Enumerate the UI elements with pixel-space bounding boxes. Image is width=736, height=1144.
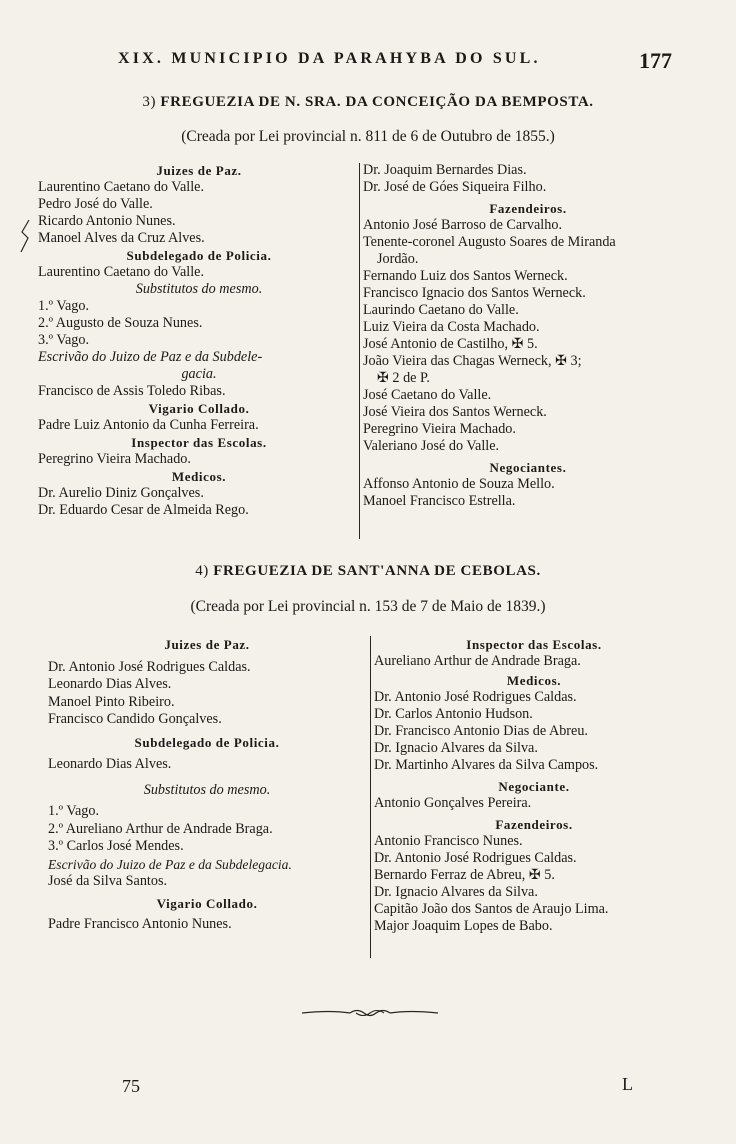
section-4-left-column: [48, 636, 366, 934]
substitutos-heading: Substitutos do mesmo.: [143, 781, 271, 798]
negociante-heading: Negociante.: [498, 779, 570, 794]
substitutos-heading: Substitutos do mesmo.: [135, 281, 263, 297]
list-item: Antonio Gonçalves Pereira.: [374, 795, 532, 811]
list-item: ✠ 2 de P.: [377, 370, 430, 386]
list-item: Tenente-coronel Augusto Soares de Miranda: [363, 234, 616, 250]
list-item: Peregrino Vieira Machado.: [363, 421, 516, 437]
list-item: José Antonio de Castilho, ✠ 5.: [363, 336, 538, 352]
fazendeiros-heading: Fazendeiros.: [489, 201, 567, 216]
list-item: Luiz Vieira da Costa Machado.: [363, 319, 540, 335]
ornament-divider-icon: [300, 1006, 440, 1020]
section-4-right-column: [374, 636, 694, 935]
inspector-heading: Inspector das Escolas.: [466, 637, 602, 652]
list-item: José da Silva Santos.: [48, 873, 168, 889]
subdelegado-heading: Subdelegado de Policia.: [134, 734, 280, 750]
section-3-left-column: [38, 162, 360, 519]
list-item: Dr. Francisco Antonio Dias de Abreu.: [374, 723, 588, 739]
list-item: Leonardo Dias Alves.: [48, 676, 172, 692]
section-4-creation: (Creada por Lei provincial n. 153 de 7 de Maio de 1839.): [190, 598, 546, 615]
fazendeiros-heading: Fazendeiros.: [495, 817, 573, 832]
list-item: Francisco de Assis Toledo Ribas.: [38, 383, 226, 399]
signature-letter: L: [622, 1074, 633, 1094]
list-item: Leonardo Dias Alves.: [48, 756, 172, 772]
running-head: [0, 50, 736, 74]
vigario-heading: Vigario Collado.: [156, 895, 258, 911]
list-item: Dr. Carlos Antonio Hudson.: [374, 706, 533, 722]
list-item: Dr. Eduardo Cesar de Almeida Rego.: [38, 502, 249, 518]
list-item: Aureliano Arthur de Andrade Braga.: [374, 653, 581, 669]
signature-number: 75: [122, 1076, 140, 1096]
escrivao-heading-cont: gacia.: [181, 366, 217, 382]
list-item: Laurentino Caetano do Valle.: [38, 179, 204, 195]
list-item: Affonso Antonio de Souza Mello.: [363, 476, 555, 492]
juizes-heading: Juizes de Paz.: [156, 163, 242, 178]
list-item: João Vieira das Chagas Werneck, ✠ 3;: [363, 353, 582, 369]
list-item: Bernardo Ferraz de Abreu, ✠ 5.: [374, 867, 555, 883]
list-item: 3.º Carlos José Mendes.: [48, 838, 184, 854]
section-3-number: 3): [142, 94, 157, 110]
list-item: Fernando Luiz dos Santos Werneck.: [363, 268, 568, 284]
section-4-number: 4): [195, 563, 209, 579]
list-item: Manoel Alves da Cruz Alves.: [38, 230, 205, 246]
medicos-heading: Medicos.: [171, 469, 227, 484]
list-item: Dr. José de Góes Siqueira Filho.: [363, 179, 547, 195]
escrivao-heading: Escrivão do Juizo de Paz e da Subdelegacia.: [48, 856, 292, 872]
list-item: Manoel Francisco Estrella.: [363, 493, 516, 509]
list-item: 1.º Vago.: [48, 803, 100, 819]
juizes-heading: Juizes de Paz.: [164, 637, 250, 652]
column-divider: [370, 636, 371, 958]
escrivao-heading: Escrivão do Juizo de Paz e da Subdele-: [38, 349, 263, 365]
list-item: Peregrino Vieira Machado.: [38, 451, 191, 467]
list-item: Dr. Aurelio Diniz Gonçalves.: [38, 485, 204, 501]
list-item: Dr. Joaquim Bernardes Dias.: [363, 162, 527, 178]
list-item: Padre Luiz Antonio da Cunha Ferreira.: [38, 417, 259, 433]
list-item: Ricardo Antonio Nunes.: [38, 213, 176, 229]
subdelegado-heading: Subdelegado de Policia.: [126, 248, 272, 263]
page-number: 177: [639, 48, 672, 73]
running-title: XIX. MUNICIPIO DA PARAHYBA DO SUL.: [118, 50, 541, 67]
list-item: Dr. Antonio José Rodrigues Caldas.: [374, 850, 577, 866]
medicos-heading: Medicos.: [506, 673, 562, 688]
section-3-name: FREGUEZIA DE N. SRA. DA CONCEIÇÃO DA BEMPOSTA.: [160, 94, 594, 110]
list-item: Dr. Martinho Alvares da Silva Campos.: [374, 757, 599, 773]
list-item: Dr. Antonio José Rodrigues Caldas.: [48, 658, 251, 675]
section-4-title: [0, 563, 736, 580]
list-item: Laurentino Caetano do Valle.: [38, 264, 204, 280]
column-divider: [359, 163, 360, 539]
list-item: Dr. Antonio José Rodrigues Caldas.: [374, 689, 577, 705]
list-item: Laurindo Caetano do Valle.: [363, 302, 519, 318]
list-item: Major Joaquim Lopes de Babo.: [374, 918, 553, 934]
margin-bracket-icon: [18, 218, 32, 254]
list-item: Valeriano José do Valle.: [363, 438, 500, 454]
list-item: 2.º Augusto de Souza Nunes.: [38, 315, 203, 331]
negociantes-heading: Negociantes.: [489, 460, 567, 475]
list-item: Dr. Ignacio Alvares da Silva.: [374, 884, 538, 900]
list-item: Pedro José do Valle.: [38, 196, 153, 212]
list-item: Antonio José Barroso de Carvalho.: [363, 217, 562, 233]
list-item: Manoel Pinto Ribeiro.: [48, 693, 175, 710]
vigario-heading: Vigario Collado.: [148, 401, 250, 416]
list-item: José Vieira dos Santos Werneck.: [363, 404, 547, 420]
list-item: Capitão João dos Santos de Araujo Lima.: [374, 901, 609, 917]
list-item: 1.º Vago.: [38, 298, 90, 314]
list-item: Francisco Candido Gonçalves.: [48, 711, 222, 727]
list-item: Jordão.: [377, 251, 419, 267]
section-3-title: [0, 94, 736, 111]
list-item: José Caetano do Valle.: [363, 387, 492, 403]
section-4-name: FREGUEZIA DE SANT'ANNA DE CEBOLAS.: [213, 563, 541, 579]
section-3-right-column: [363, 162, 693, 510]
list-item: 3.º Vago.: [38, 332, 90, 348]
list-item: 2.º Aureliano Arthur de Andrade Braga.: [48, 820, 273, 837]
list-item: Dr. Ignacio Alvares da Silva.: [374, 740, 538, 756]
section-3-creation: (Creada por Lei provincial n. 811 de 6 de Outubro de 1855.): [181, 128, 555, 145]
list-item: Padre Francisco Antonio Nunes.: [48, 916, 232, 932]
inspector-heading: Inspector das Escolas.: [131, 435, 267, 450]
list-item: Francisco Ignacio dos Santos Werneck.: [363, 285, 586, 301]
list-item: Antonio Francisco Nunes.: [374, 833, 523, 849]
